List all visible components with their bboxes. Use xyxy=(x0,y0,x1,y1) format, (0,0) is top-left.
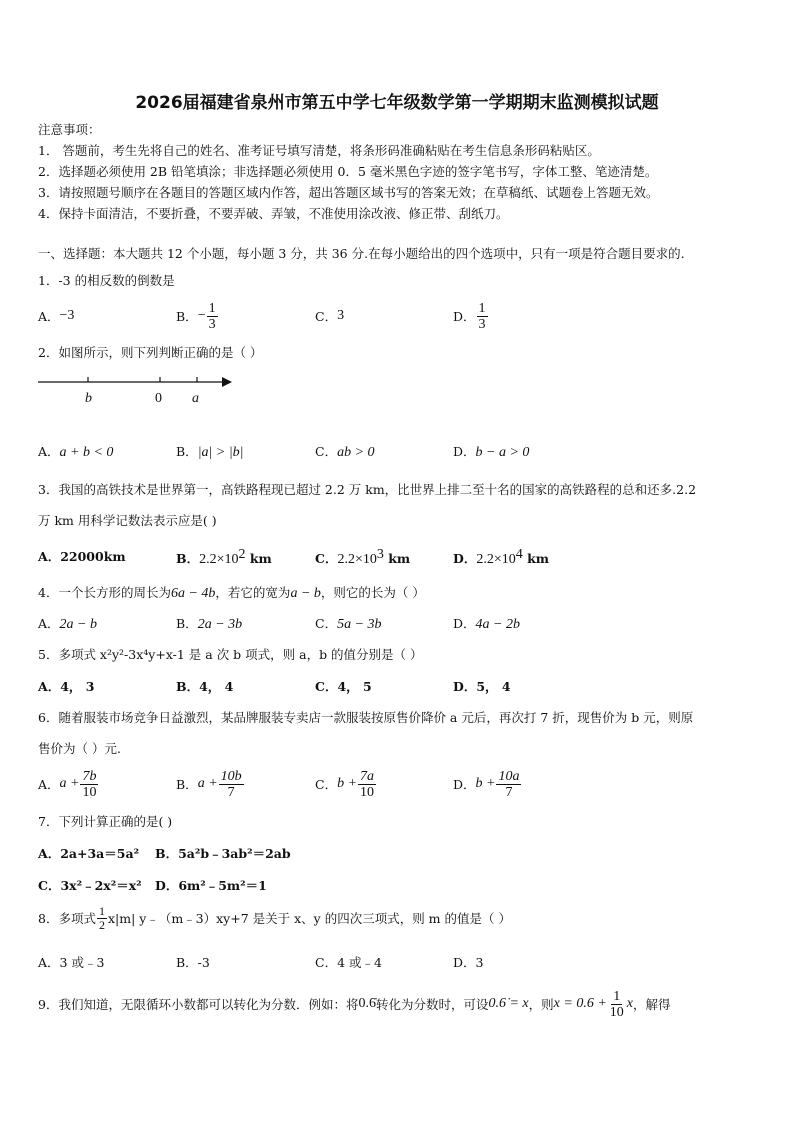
q2-option-d: D．b − a > 0 xyxy=(453,444,530,460)
q8-option-b: B．-3 xyxy=(176,955,210,970)
q3-option-c: C．$2.2\times 10^3$ km xyxy=(315,547,411,568)
q1-option-c: C． 3 xyxy=(315,308,345,324)
q7-option-c: C．3x²﹣2x²＝x² xyxy=(38,878,142,893)
q1-option-a: A． −3 xyxy=(38,308,75,324)
notice-item: 1． 答题前，考生先将自己的姓名、准考证号填写清楚，将条形码准确粘贴在考生信息条形码粘贴区。 xyxy=(38,143,600,158)
q3-option-d: D．$2.2\times 10^4$ km xyxy=(453,547,549,568)
q7-option-a: A．2a+3a＝5a² xyxy=(38,846,140,861)
question-7-stem: 7．下列计算正确的是( ) xyxy=(38,814,173,829)
section-heading: 一、选择题：本大题共 12 个小题，每小题 3 分，共 36 分.在每小题给出的四个选项中，只有一项是符合题目要求的. xyxy=(38,246,685,261)
label-a: a xyxy=(192,391,199,406)
q4-option-b: B．2a − 3b xyxy=(176,616,243,632)
q8-option-c: C．4 或﹣4 xyxy=(315,955,382,970)
question-9-stem: 9．我们知道，无限循环小数都可以转化为分数．例如：将 0.6̇ 转化为分数时，可设 0.6̇ = x ，则 x = 0.6 + $\frac{1}{10}$ x ，解得 xyxy=(38,988,671,1020)
q6-option-d: D． b + $\frac{10a}{7}$ xyxy=(453,768,520,800)
q7-option-d: D．6m²﹣5m²＝1 xyxy=(155,878,267,893)
notice-item: 3．请按照题号顺序在各题目的答题区域内作答，超出答题区域书写的答案无效；在草稿纸、试题卷上答题无效。 xyxy=(38,185,659,200)
q1-option-b: B． − $\frac{1}{3}$ xyxy=(176,300,216,332)
q8-option-d: D．3 xyxy=(453,955,484,970)
q6-option-a: A． a + $\frac{7b}{10}$ xyxy=(38,768,97,800)
q5-option-c: C．4， 5 xyxy=(315,679,372,694)
q7-option-b: B．5a²b﹣3ab²＝2ab xyxy=(155,846,291,861)
q6-option-c: C． b + $\frac{7a}{10}$ xyxy=(315,768,375,800)
question-5-stem: 5．多项式 x²y²-3x⁴y+x-1 是 a 次 b 项式，则 a，b 的值分别是（ ） xyxy=(38,647,423,662)
question-3-line1: 3．我国的高铁技术是世界第一，高铁路程现已超过 2.2 万 km，比世界上排二至十名的国家的高铁路程的总和还多.2.2 xyxy=(38,482,697,497)
question-6-line1: 6．随着服装市场竞争日益激烈，某品牌服装专卖店一款服装按原售价降价 a 元后，再次打 7 折，现售价为 b 元，则原 xyxy=(38,710,694,725)
label-b: b xyxy=(85,391,92,406)
question-6-line2: 售价为（ ）元. xyxy=(38,741,121,756)
question-3-line2: 万 km 用科学记数法表示应是( ) xyxy=(38,513,217,528)
q5-option-d: D．5， 4 xyxy=(453,679,511,694)
q6-option-b: B． a + $\frac{10b}{7}$ xyxy=(176,768,242,800)
notice-heading: 注意事项： xyxy=(38,122,101,137)
number-line-arrow xyxy=(222,377,232,387)
q1-option-d: D． $\frac{1}{3}$ xyxy=(453,300,486,332)
q3-option-b: B．$2.2\times 10^2$ km xyxy=(176,547,272,568)
q2-option-c: C．ab > 0 xyxy=(315,444,375,460)
q5-option-a: A．4， 3 xyxy=(38,679,95,694)
number-line-figure xyxy=(36,370,236,410)
label-0: 0 xyxy=(155,391,162,406)
notice-item: 2．选择题必须使用 2B 铅笔填涂；非选择题必须使用 0．5 毫米黑色字迹的签字笔书写，字体工整、笔迹清楚。 xyxy=(38,164,658,179)
q4-option-c: C．5a − 3b xyxy=(315,616,382,632)
q5-option-b: B．4， 4 xyxy=(176,679,234,694)
q8-option-a: A．3 或﹣3 xyxy=(38,955,105,970)
question-8-stem: 8．多项式 $\frac{1}{2}$ x|m| y﹣（m﹣3）xy+7 是关于 x、y 的四次三项式，则 m 的值是（ ） xyxy=(38,903,511,932)
q4-option-d: D．4a − 2b xyxy=(453,616,520,632)
question-2-stem: 2．如图所示，则下列判断正确的是（ ） xyxy=(38,345,263,360)
q3-option-a: A．22000km xyxy=(38,549,126,564)
q2-option-a: A．a + b < 0 xyxy=(38,444,114,460)
question-4-stem: 4．一个长方形的周长为6a − 4b，若它的宽为a − b，则它的长为（ ） xyxy=(38,585,425,601)
page-title: 2026届福建省泉州市第五中学七年级数学第一学期期末监测模拟试题 xyxy=(135,93,659,113)
q4-option-a: A．2a − b xyxy=(38,616,97,632)
q2-option-b: B．|a| > |b| xyxy=(176,444,244,460)
notice-item: 4．保持卡面清洁，不要折叠，不要弄破、弄皱，不准使用涂改液、修正带、刮纸刀。 xyxy=(38,206,509,221)
question-1-stem: 1．-3 的相反数的倒数是 xyxy=(38,273,175,288)
